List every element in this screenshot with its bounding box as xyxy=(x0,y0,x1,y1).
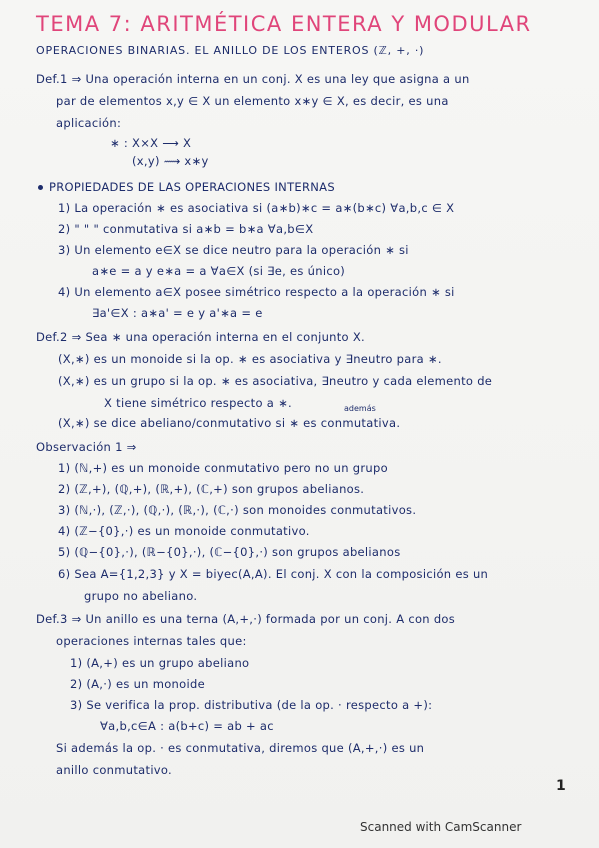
text-line: 1) (ℕ,+) es un monoide conmutativo pero no un grupo xyxy=(58,461,388,475)
text-line: X tiene simétrico respecto a ∗. xyxy=(104,396,292,410)
formula-line: ∗ : X×X ⟶ X xyxy=(110,136,192,150)
text-line: 6) Sea A={1,2,3} y X = biyec(A,A). El conj. X con la composición es un xyxy=(58,567,489,581)
text-line: 3) Un elemento e∈X se dice neutro para la operación ∗ si xyxy=(58,243,409,257)
annotation-ademas: además xyxy=(344,404,376,413)
text-line: 3) (ℕ,·), (ℤ,·), (ℚ,·), (ℝ,·), (ℂ,·) son monoides conmutativos. xyxy=(58,503,417,517)
page-number: 1 xyxy=(556,778,566,794)
text-line: 2) (A,·) es un monoide xyxy=(70,677,205,691)
text-line: Def.3 ⇒ Un anillo es una terna (A,+,·) formada por un conj. A con dos xyxy=(36,612,456,626)
section-subtitle: OPERACIONES BINARIAS. EL ANILLO DE LOS ENTEROS (ℤ, +, ·) xyxy=(36,44,425,57)
text-line: (X,∗) es un grupo si la op. ∗ es asociativa, ∃neutro y cada elemento de xyxy=(58,374,493,388)
text-line: 3) Se verifica la prop. distributiva (de la op. · respecto a +): xyxy=(70,698,433,712)
text-line: 2) " " " conmutativa si a∗b = b∗a ∀a,b∈X xyxy=(58,222,314,236)
formula-line: (x,y) ⟿ x∗y xyxy=(132,154,209,168)
text-line: (X,∗) se dice abeliano/conmutativo si ∗ es conmutativa. xyxy=(58,416,401,430)
text-line: 1) La operación ∗ es asociativa si (a∗b)∗c = a∗(b∗c) ∀a,b,c ∈ X xyxy=(58,201,455,215)
text-line: 2) (ℤ,+), (ℚ,+), (ℝ,+), (ℂ,+) son grupos abelianos. xyxy=(58,482,365,496)
text-line: 5) (ℚ−{0},·), (ℝ−{0},·), (ℂ−{0},·) son grupos abelianos xyxy=(58,545,401,559)
formula-line: ∀a,b,c∈A : a(b+c) = ab + ac xyxy=(100,719,274,733)
text-line: Def.2 ⇒ Sea ∗ una operación interna en el conjunto X. xyxy=(36,330,365,344)
text-line: aplicación: xyxy=(56,116,122,130)
text-line: 1) (A,+) es un grupo abeliano xyxy=(70,656,250,670)
text-line: operaciones internas tales que: xyxy=(56,634,247,648)
text-line: (X,∗) es un monoide si la op. ∗ es asociativa y ∃neutro para ∗. xyxy=(58,352,442,366)
text-line: par de elementos x,y ∈ X un elemento x∗y ∈ X, es decir, es una xyxy=(56,94,449,108)
text-line: 4) (ℤ−{0},·) es un monoide conmutativo. xyxy=(58,524,310,538)
text-line: Si además la op. · es conmutativa, diremos que (A,+,·) es un xyxy=(56,741,425,755)
page-title: TEMA 7: ARITMÉTICA ENTERA Y MODULAR xyxy=(36,12,532,36)
scanner-footer: Scanned with CamScanner xyxy=(360,820,522,834)
bullet-icon xyxy=(38,185,43,190)
formula-line: ∃a'∈X : a∗a' = e y a'∗a = e xyxy=(92,306,263,320)
formula-line: a∗e = a y e∗a = a ∀a∈X (si ∃e, es único) xyxy=(92,264,346,278)
text-line: grupo no abeliano. xyxy=(84,589,198,603)
text-line: Observación 1 ⇒ xyxy=(36,440,137,454)
text-line: anillo conmutativo. xyxy=(56,763,173,777)
text-line: 4) Un elemento a∈X posee simétrico respecto a la operación ∗ si xyxy=(58,285,455,299)
text-line: Def.1 ⇒ Una operación interna en un conj. X es una ley que asigna a un xyxy=(36,72,470,86)
section-heading: PROPIEDADES DE LAS OPERACIONES INTERNAS xyxy=(38,180,335,194)
